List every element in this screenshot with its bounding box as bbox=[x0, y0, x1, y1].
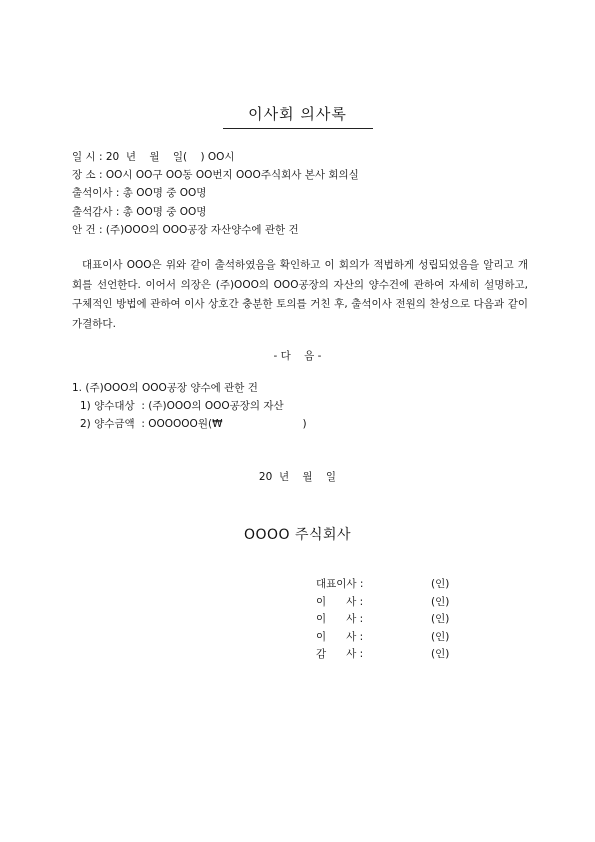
resolution-subitem: 1) 양수대상 : (주)OOO의 OOO공장의 자산 bbox=[80, 400, 284, 412]
following-heading: - 다 음 - bbox=[273, 350, 322, 362]
seal-mark: (인) bbox=[431, 578, 450, 590]
title-underline bbox=[223, 128, 373, 129]
meeting-info bbox=[72, 148, 359, 239]
signatory-row bbox=[316, 611, 449, 629]
document-title: 이사회 의사록 bbox=[248, 105, 347, 123]
seal-mark: (인) bbox=[431, 595, 450, 608]
resolution-subitem: 2) 양수금액 : OOOOOO원(₩ ) bbox=[80, 418, 307, 430]
seal-mark: (인) bbox=[431, 613, 450, 625]
signatory-role: 이 사 : bbox=[316, 613, 364, 625]
seal-mark: (인) bbox=[431, 630, 450, 643]
signatory-row bbox=[316, 646, 449, 664]
signatory-row bbox=[316, 594, 449, 612]
info-date-time: 일 시 : 20 년 월 일( ) OO시 bbox=[72, 151, 235, 163]
document-date: 20 년 월 일 bbox=[258, 471, 337, 483]
info-auditors-present: 출석감사 : 총 OO명 중 OO명 bbox=[72, 205, 207, 218]
signatory-role: 감 사 : bbox=[316, 648, 364, 660]
resolution-items bbox=[72, 379, 307, 433]
info-directors-present: 출석이사 : 총 OO명 중 OO명 bbox=[72, 187, 207, 200]
signatory-role: 대표이사 : bbox=[316, 578, 364, 590]
info-agenda: 안 건 : (주)OOO의 OOO공장 자산양수에 관한 건 bbox=[72, 223, 299, 236]
minutes-body: 대표이사 OOO은 위와 같이 출석하였음을 확인하고 이 회의가 적법하게 성립되었음을 알리고 개회를 선언한다. 이어서 의장은 (주)OOO의 OOO공장의 자산의 양수건에 관하여 자세히 설명하고, 구체적인 방법에 관하여 이사 상호간 충분한 토의를 거친 후, 출석이사 전원의 찬성으로 다음과 같이 가결하다. bbox=[72, 259, 528, 330]
company-name: OOOO 주식회사 bbox=[243, 527, 352, 543]
signatory-role: 이 사 : bbox=[316, 595, 364, 608]
signatory-row bbox=[316, 629, 449, 647]
signature-block bbox=[316, 576, 449, 664]
info-place: 장 소 : OO시 OO구 OO동 OO번지 OOO주식회사 본사 회의실 bbox=[72, 169, 359, 182]
signatory-role: 이 사 : bbox=[316, 630, 364, 643]
seal-mark: (인) bbox=[431, 648, 450, 660]
signatory-row bbox=[316, 576, 449, 594]
resolution-item-title: 1. (주)OOO의 OOO공장 양수에 관한 건 bbox=[72, 382, 258, 394]
